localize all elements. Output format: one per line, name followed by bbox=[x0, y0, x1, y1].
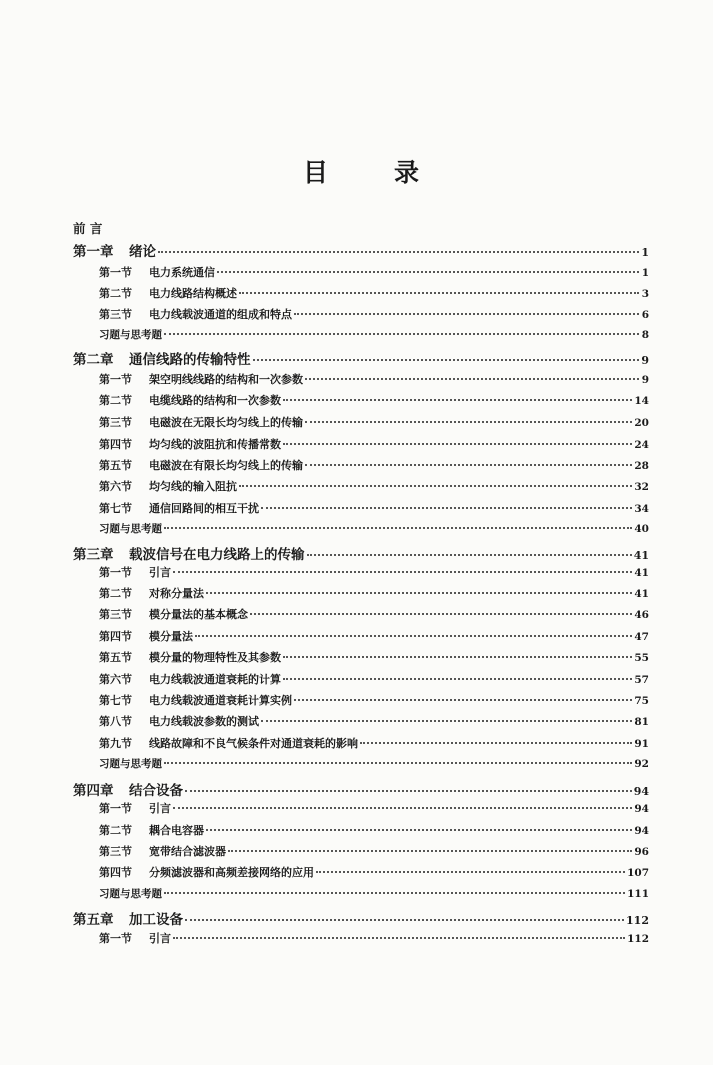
toc-page-number: 47 bbox=[634, 631, 649, 643]
toc-chapter-row[interactable] bbox=[73, 348, 649, 368]
toc-number: 第六节 bbox=[99, 480, 132, 493]
toc-leader-dots bbox=[206, 829, 632, 831]
toc-number: 第一章 bbox=[73, 244, 114, 260]
title-char-1: 目 bbox=[303, 158, 329, 187]
toc-leader-dots bbox=[305, 421, 632, 423]
toc-number: 第三节 bbox=[99, 416, 132, 429]
toc-section-row[interactable] bbox=[99, 800, 649, 816]
toc-chapter-row[interactable] bbox=[73, 543, 649, 563]
toc-section-row[interactable] bbox=[99, 285, 649, 301]
toc-section-row[interactable] bbox=[99, 414, 649, 430]
toc-title: 引言 bbox=[149, 566, 171, 579]
toc-section-row[interactable] bbox=[99, 864, 649, 880]
toc-number: 第四节 bbox=[99, 866, 132, 879]
toc-leader-dots bbox=[164, 892, 625, 894]
toc-title: 电力线载波通道衰耗计算实例 bbox=[149, 694, 292, 707]
toc-section-row[interactable] bbox=[99, 930, 649, 946]
toc-section-row[interactable] bbox=[99, 564, 649, 580]
toc-leader-dots bbox=[173, 571, 632, 573]
toc-title: 通信线路的传输特性 bbox=[129, 352, 251, 368]
toc-page-number: 75 bbox=[634, 695, 649, 707]
toc-number: 第三节 bbox=[99, 608, 132, 621]
toc-exercise-row[interactable] bbox=[99, 756, 649, 771]
toc-leader-dots bbox=[283, 678, 632, 680]
toc-leader-dots bbox=[283, 399, 632, 401]
toc-number: 第二章 bbox=[73, 352, 114, 368]
toc-title: 通信回路间的相互干扰 bbox=[149, 502, 259, 515]
toc-leader-dots bbox=[164, 333, 639, 335]
toc-title: 加工设备 bbox=[129, 912, 183, 928]
toc-section-row[interactable] bbox=[99, 478, 649, 494]
toc-number: 第三节 bbox=[99, 308, 132, 321]
toc-page-number: 92 bbox=[634, 758, 649, 770]
toc-title: 前 言 bbox=[73, 221, 103, 236]
toc-title: 线路故障和不良气候条件对通道衰耗的影响 bbox=[149, 737, 358, 750]
toc-section-row[interactable] bbox=[99, 585, 649, 601]
toc-leader-dots bbox=[158, 251, 639, 253]
toc-exercise-row[interactable] bbox=[99, 521, 649, 536]
toc-title: 电力线载波参数的测试 bbox=[149, 715, 259, 728]
toc-exercise-row[interactable] bbox=[99, 327, 649, 342]
toc-section-row[interactable] bbox=[99, 843, 649, 859]
toc-page-number: 81 bbox=[634, 716, 649, 728]
toc-title: 习题与思考题 bbox=[99, 888, 162, 900]
toc-page-number: 1 bbox=[641, 246, 649, 259]
toc-section-row[interactable] bbox=[99, 392, 649, 408]
toc-number: 第四章 bbox=[73, 783, 114, 799]
toc-title: 电磁波在有限长均匀线上的传输 bbox=[149, 459, 303, 472]
toc-number: 第一节 bbox=[99, 566, 132, 579]
toc-section-row[interactable] bbox=[99, 735, 649, 751]
toc-section-row[interactable] bbox=[99, 500, 649, 516]
toc-leader-dots bbox=[217, 271, 639, 273]
toc-title: 习题与思考题 bbox=[99, 523, 162, 535]
toc-page-number: 1 bbox=[641, 267, 649, 279]
toc-title: 模分量法 bbox=[149, 630, 193, 643]
toc-leader-dots bbox=[253, 359, 640, 361]
toc-leader-dots bbox=[164, 527, 632, 529]
toc-page-number: 8 bbox=[641, 329, 649, 341]
toc-page-number: 9 bbox=[641, 374, 649, 386]
toc-number: 第七节 bbox=[99, 502, 132, 515]
toc-number: 第二节 bbox=[99, 287, 132, 300]
toc-number: 第六节 bbox=[99, 673, 132, 686]
toc-page-number: 94 bbox=[634, 825, 649, 837]
toc-title: 习题与思考题 bbox=[99, 758, 162, 770]
toc-page-number: 112 bbox=[627, 933, 649, 945]
toc-title: 引言 bbox=[149, 932, 171, 945]
toc-page-number: 112 bbox=[626, 914, 649, 927]
toc-page-number: 3 bbox=[641, 288, 649, 300]
toc-leader-dots bbox=[206, 592, 632, 594]
toc-title: 分频滤波器和高频差接网络的应用 bbox=[149, 866, 314, 879]
toc-title: 电缆线路的结构和一次参数 bbox=[149, 394, 281, 407]
toc-section-row[interactable] bbox=[99, 606, 649, 622]
toc-number: 第三章 bbox=[73, 547, 114, 563]
toc-number: 第一节 bbox=[99, 266, 132, 279]
toc-page-number: 40 bbox=[634, 523, 649, 535]
toc-title: 电力系统通信 bbox=[149, 266, 215, 279]
toc-section-row[interactable] bbox=[99, 436, 649, 452]
toc-leader-dots bbox=[360, 742, 632, 744]
toc-leader-dots bbox=[261, 507, 632, 509]
toc-number: 第二节 bbox=[99, 824, 132, 837]
toc-exercise-row[interactable] bbox=[99, 886, 649, 901]
toc-leader-dots bbox=[185, 790, 632, 792]
toc-number: 第四节 bbox=[99, 630, 132, 643]
toc-title: 引言 bbox=[149, 802, 171, 815]
toc-number: 第七节 bbox=[99, 694, 132, 707]
toc-section-row[interactable] bbox=[99, 371, 649, 387]
toc-title: 架空明线线路的结构和一次参数 bbox=[149, 373, 303, 386]
toc-page-number: 111 bbox=[627, 888, 649, 900]
toc-leader-dots bbox=[305, 464, 632, 466]
toc-page-number: 57 bbox=[634, 674, 649, 686]
toc-leader-dots bbox=[294, 313, 639, 315]
toc-number: 第五章 bbox=[73, 912, 114, 928]
toc-section-row[interactable] bbox=[99, 649, 649, 665]
toc-leader-dots bbox=[294, 699, 632, 701]
toc-section-row[interactable] bbox=[99, 457, 649, 473]
toc-leader-dots bbox=[239, 292, 639, 294]
toc-page-number: 24 bbox=[634, 439, 649, 451]
toc-page-number: 6 bbox=[641, 309, 649, 321]
toc-leader-dots bbox=[283, 656, 632, 658]
toc-title: 对称分量法 bbox=[149, 587, 204, 600]
toc-number: 第一节 bbox=[99, 373, 132, 386]
toc-number: 第五节 bbox=[99, 459, 132, 472]
toc-page-number: 41 bbox=[633, 549, 649, 562]
toc-section-row[interactable] bbox=[99, 822, 649, 838]
toc-page-number: 107 bbox=[627, 867, 649, 879]
toc-leader-dots bbox=[185, 919, 624, 921]
toc-chapter-row[interactable] bbox=[73, 240, 649, 260]
toc-title: 模分量法的基本概念 bbox=[149, 608, 248, 621]
toc-leader-dots bbox=[307, 554, 632, 556]
toc-leader-dots bbox=[164, 762, 632, 764]
toc-title: 均匀线的波阻抗和传播常数 bbox=[149, 438, 281, 451]
toc-preface-row[interactable] bbox=[73, 219, 649, 237]
toc-title: 宽带结合滤波器 bbox=[149, 845, 226, 858]
toc-page-number: 20 bbox=[634, 417, 649, 429]
toc-title: 模分量的物理特性及其参数 bbox=[149, 651, 281, 664]
toc-title: 均匀线的输入阻抗 bbox=[149, 480, 237, 493]
toc-title: 载波信号在电力线路上的传输 bbox=[129, 547, 305, 563]
toc-section-row[interactable] bbox=[99, 628, 649, 644]
toc-section-row[interactable] bbox=[99, 692, 649, 708]
toc-leader-dots bbox=[261, 720, 632, 722]
toc-leader-dots bbox=[316, 871, 625, 873]
toc-number: 第二节 bbox=[99, 394, 132, 407]
toc-page-number: 55 bbox=[634, 652, 649, 664]
toc-number: 第三节 bbox=[99, 845, 132, 858]
toc-leader-dots bbox=[305, 378, 639, 380]
toc-section-row[interactable] bbox=[99, 713, 649, 729]
toc-leader-dots bbox=[173, 937, 625, 939]
toc-page-number: 34 bbox=[634, 503, 649, 515]
toc-number: 第一节 bbox=[99, 802, 132, 815]
toc-page-number: 32 bbox=[634, 481, 649, 493]
toc-title: 电磁波在无限长均匀线上的传输 bbox=[149, 416, 303, 429]
toc-section-row[interactable] bbox=[99, 306, 649, 322]
toc-page-number: 28 bbox=[634, 460, 649, 472]
toc-page-number: 91 bbox=[634, 738, 649, 750]
toc-page-number: 14 bbox=[634, 395, 649, 407]
toc-title: 电力线载波通道衰耗的计算 bbox=[149, 673, 281, 686]
toc-number: 第八节 bbox=[99, 715, 132, 728]
toc-number: 第九节 bbox=[99, 737, 132, 750]
toc-title: 电力线载波通道的组成和特点 bbox=[149, 308, 292, 321]
toc-title: 结合设备 bbox=[129, 783, 183, 799]
toc-leader-dots bbox=[239, 485, 632, 487]
toc-page-number: 41 bbox=[634, 588, 649, 600]
toc-leader-dots bbox=[228, 850, 632, 852]
toc-chapter-row[interactable] bbox=[73, 779, 649, 799]
toc-title: 电力线路结构概述 bbox=[149, 287, 237, 300]
toc-page-number: 94 bbox=[634, 803, 649, 815]
toc-leader-dots bbox=[195, 635, 632, 637]
toc-page-number: 96 bbox=[634, 846, 649, 858]
toc-title: 习题与思考题 bbox=[99, 329, 162, 341]
toc-section-row[interactable] bbox=[99, 671, 649, 687]
toc-section-row[interactable] bbox=[99, 264, 649, 280]
toc-leader-dots bbox=[283, 443, 632, 445]
toc-number: 第一节 bbox=[99, 932, 132, 945]
toc-chapter-row[interactable] bbox=[73, 908, 649, 928]
toc-leader-dots bbox=[173, 807, 632, 809]
toc-title: 绪论 bbox=[129, 244, 156, 260]
toc-page-number: 41 bbox=[634, 567, 649, 579]
toc-leader-dots bbox=[250, 613, 632, 615]
toc-number: 第四节 bbox=[99, 438, 132, 451]
toc-number: 第二节 bbox=[99, 587, 132, 600]
toc-page-number: 9 bbox=[641, 354, 649, 367]
toc-title: 耦合电容器 bbox=[149, 824, 204, 837]
toc-page-number: 46 bbox=[634, 609, 649, 621]
toc-page-number: 94 bbox=[633, 785, 649, 798]
toc-number: 第五节 bbox=[99, 651, 132, 664]
title-char-2: 录 bbox=[394, 158, 420, 187]
